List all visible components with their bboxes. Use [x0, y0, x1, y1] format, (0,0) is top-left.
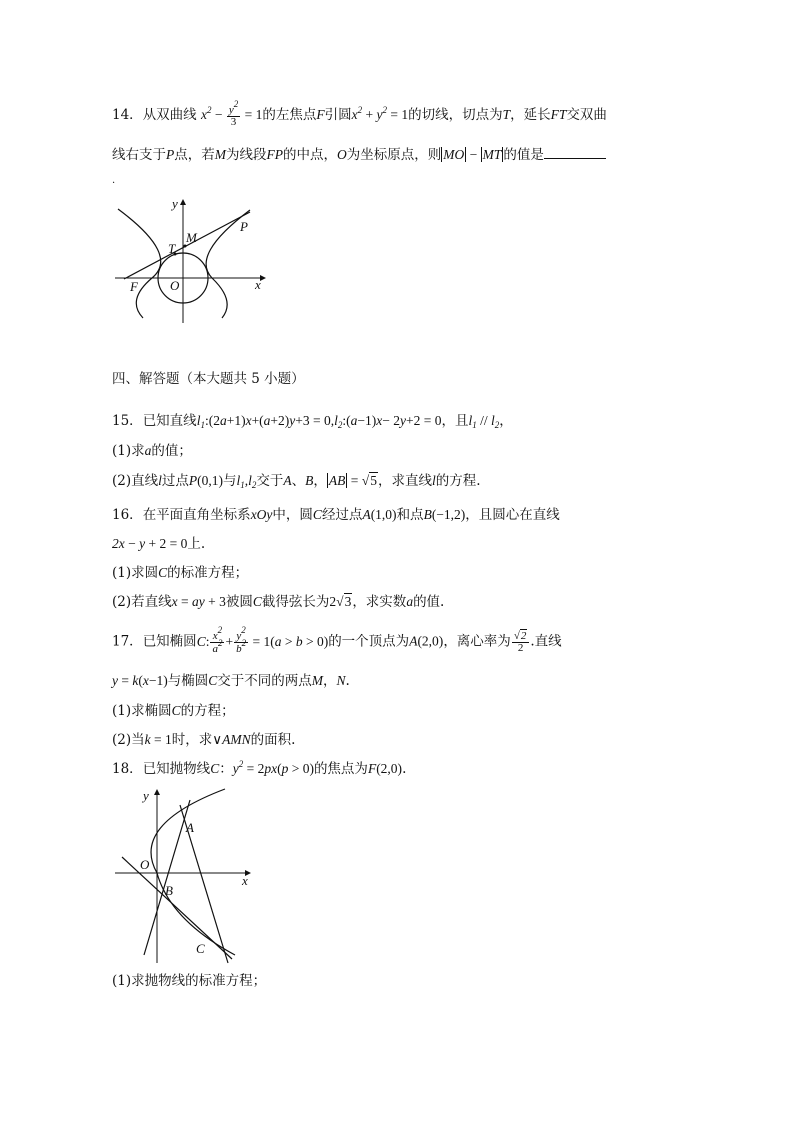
- line-AB: [144, 800, 190, 955]
- q17-text: (2)当: [112, 732, 145, 748]
- q17-text: 时，求: [171, 732, 213, 748]
- label-T: T: [168, 241, 176, 256]
- q18-part-1: (1)求抛物线的标准方程；: [112, 973, 267, 989]
- q16-text: ，求实数: [352, 594, 407, 610]
- label-B: B: [165, 883, 173, 898]
- tangent-line-FP: [124, 212, 250, 279]
- q17-line-2: y = k(x−1)与椭圆C交于不同的两点M，N.: [112, 673, 350, 689]
- ellipse-equation: C: $\frac{x^2}{a^2}$ + $\frac{y^2}{b^2}$ = 1(a > b > 0): [196, 625, 329, 655]
- q17-text: 的一个顶点为: [328, 633, 410, 650]
- q17-part-2: (2)当k = 1时，求∨AMN的面积.: [112, 732, 296, 748]
- hyperbola-equation: $x^2$ − $\frac{y^2}{3}$ = 1: [200, 99, 263, 128]
- line-BC: [122, 857, 232, 959]
- q16-text: 在平面直角坐标系: [142, 507, 251, 523]
- q15-text: (2)直线: [112, 473, 159, 489]
- q15-text: 的方程.: [435, 473, 481, 489]
- q14-text: 引圆: [324, 107, 352, 124]
- q17-text: .直线: [530, 633, 562, 650]
- q14-trailing-dot: .: [112, 175, 116, 186]
- q16-text: (1)求圆: [112, 565, 159, 581]
- q17-text: 与椭圆: [167, 673, 209, 689]
- q14-number: 14．: [112, 107, 143, 124]
- q15-text: 的值；: [151, 443, 192, 459]
- circle-equation: $x^2 + y^2 = 1$: [351, 105, 409, 123]
- q14-text: 从双曲线: [142, 107, 197, 124]
- q14-text: 的值是: [503, 147, 544, 163]
- q15-text: 交于: [256, 473, 284, 489]
- q17-text: .: [345, 673, 350, 689]
- q15-text: 已知直线: [142, 413, 197, 429]
- q15-part-1: (1)求a的值；: [112, 443, 192, 459]
- q14-text: 交双曲: [566, 107, 607, 124]
- label-y: y: [143, 788, 149, 803]
- q17-text: 的面积.: [250, 732, 296, 748]
- q14-text: ，延长: [510, 107, 551, 124]
- q14-text: 为线段: [226, 147, 267, 163]
- section-header: 四、解答题（本大题共 5 小题）: [112, 371, 305, 387]
- label-M: M: [186, 230, 197, 245]
- q18-text: .: [402, 761, 407, 777]
- parabola-figure: [110, 785, 260, 965]
- q14-text: 线右支于: [112, 147, 166, 163]
- label-P: P: [240, 219, 248, 234]
- q14-text: 为坐标原点，则: [346, 147, 442, 163]
- q16-line-1: 16．在平面直角坐标系xOy中，圆C经过点A(1,0)和点B(−1,2)，且圆心在直线: [112, 507, 560, 523]
- q14-line-2: 线右支于P点，若M为线段FP的中点，O为坐标原点，则 MO − MT 的值是: [112, 146, 606, 164]
- label-F: F: [130, 279, 138, 294]
- q14-text: 的中点，: [283, 147, 337, 163]
- q15-text: ，: [499, 413, 513, 429]
- parabola-curve: [151, 789, 235, 955]
- q17-part-1: (1)求椭圆C的方程；: [112, 703, 235, 719]
- q15-part-2: (2)直线l过点P(0,1)与$l_1,l_2$交于A、B， AB = √5，求直线l的方程.: [112, 473, 481, 490]
- q15-text: (1)求: [112, 443, 145, 459]
- q17-text: (1)求椭圆: [112, 703, 172, 719]
- q16-text: (2)若直线: [112, 594, 172, 610]
- distance-expression: MO − MT: [443, 147, 502, 162]
- q15-number: 15．: [112, 413, 143, 429]
- q16-part-2: (2)若直线x = ay + 3被圆C截得弦长为2√3，求实数a的值.: [112, 594, 445, 610]
- q16-text: 的标准方程；: [167, 565, 249, 581]
- q17-text: 已知椭圆: [142, 633, 197, 650]
- label-C: C: [196, 941, 205, 956]
- lines-equations: $l_1:(2a+1)x+(a+2)y+3$ = $0,l_2:(a-1)x- 2y+2 = 0$: [196, 413, 442, 430]
- label-O: O: [170, 278, 180, 293]
- hyperbola-figure: [110, 195, 280, 325]
- q18-text: ：: [219, 761, 233, 777]
- q17-number: 17．: [112, 633, 143, 650]
- label-y: y: [172, 196, 178, 211]
- q18-text: 的焦点为: [313, 761, 368, 777]
- q15-text: 与: [223, 473, 237, 489]
- q18-text: 已知抛物线: [142, 761, 211, 777]
- answer-blank: [544, 146, 606, 159]
- q16-number: 16．: [112, 507, 143, 523]
- q15-line-1: 15．已知直线$l_1:(2a+1)x+(a+2)y+3$ = $0,l_2:(a-1)x- 2y+2 = 0$，且$l_1 // l_2$，: [112, 413, 513, 430]
- q18-line-1: 18．已知抛物线C：$y^2 = 2px(p > 0)$的焦点为F(2,0).: [112, 759, 407, 777]
- label-A: A: [186, 820, 194, 835]
- q15-text: 过点: [161, 473, 189, 489]
- label-O: O: [140, 857, 150, 872]
- label-x: x: [242, 873, 248, 888]
- q15-text: ，求直线: [377, 473, 432, 489]
- q16-text: 中，圆: [272, 507, 313, 523]
- q16-part-1: (1)求圆C的标准方程；: [112, 565, 249, 581]
- q16-line-2: 2x − y + 2 = 0上.: [112, 536, 206, 552]
- q18-number: 18．: [112, 761, 143, 777]
- q17-text: 的方程；: [180, 703, 235, 719]
- q16-text: 的值.: [413, 594, 445, 610]
- q16-text: 被圆: [225, 594, 253, 610]
- q17-line-1: 17．已知椭圆C: $\frac{x^2}{a^2}$ + $\frac{y^2}{b^2}$ = 1(a > b > 0)的一个顶点为A(2,0)，离心率为 $\frac{√2}{2}$ .直线: [112, 625, 562, 655]
- q14-text: 点，若: [174, 147, 215, 163]
- q16-text: 上.: [187, 536, 206, 552]
- q16-text: 截得弦长为: [261, 594, 330, 610]
- parabola-equation: $y^2 = 2px(p > 0)$: [232, 759, 314, 776]
- q17-text: ，: [323, 673, 337, 689]
- label-x: x: [255, 277, 261, 292]
- q14-line-1: 14．从双曲线 $x^2$ − $\frac{y^2}{3}$ = 1的左焦点F引圆$x^2 + y^2 = 1$的切线，切点为T，延长FT交双曲: [112, 99, 607, 128]
- q15-text: ，: [313, 473, 327, 489]
- q17-text: 交于不同的两点: [217, 673, 312, 689]
- q14-text: 的左焦点: [262, 107, 317, 124]
- q16-text: 和点: [396, 507, 424, 523]
- q17-text: ，离心率为: [443, 633, 511, 650]
- q16-text: 经过点: [321, 507, 363, 523]
- q14-text: 的切线，切点为: [408, 107, 503, 124]
- q16-text: ，且圆心在直线: [465, 507, 560, 523]
- q15-text: ，且: [441, 413, 469, 429]
